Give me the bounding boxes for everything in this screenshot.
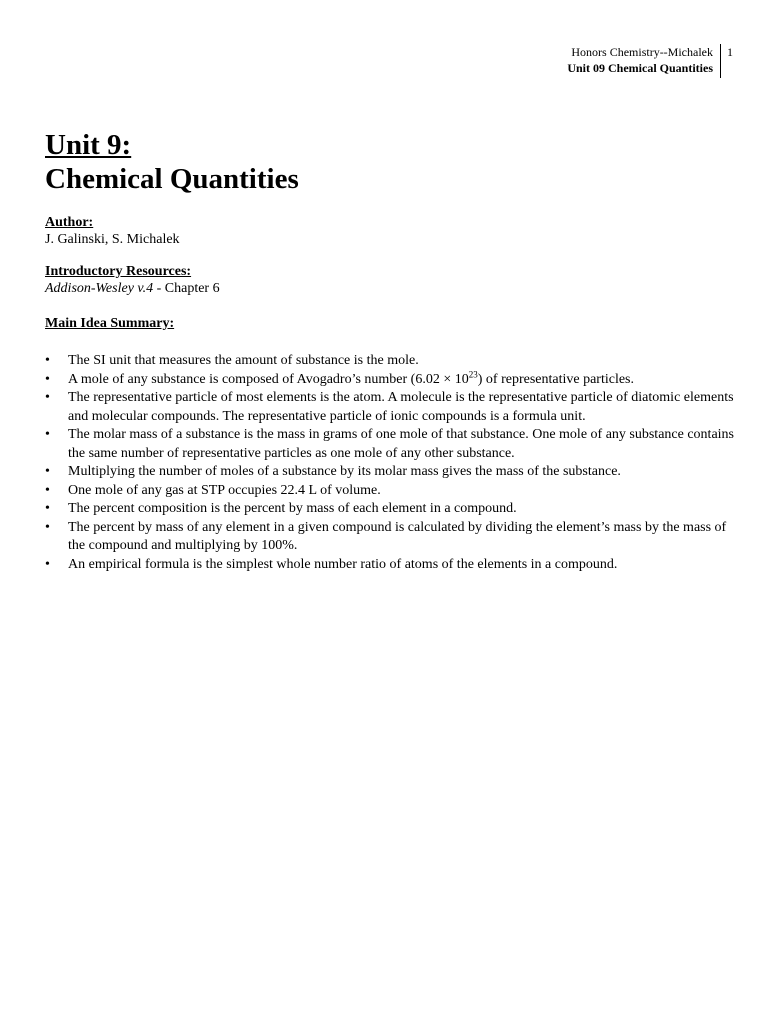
- resource-separator: -: [153, 281, 165, 296]
- bullet-icon: •: [45, 427, 50, 442]
- author-heading: Author:: [45, 215, 94, 230]
- avogadro-text-after: ) of representative particles.: [477, 371, 635, 387]
- list-item-text: One mole of any gas at STP occupies 22.4 L of volume.: [68, 482, 381, 498]
- list-item: [45, 368, 735, 390]
- list-item: [45, 500, 735, 519]
- list-item: [45, 389, 735, 426]
- running-header: [567, 44, 721, 78]
- page-number: 1: [727, 45, 733, 59]
- avogadro-text-before: A mole of any substance is composed of Avogadro’s number (6.02 × 10: [68, 371, 469, 387]
- list-item: [45, 519, 735, 556]
- author-names: J. Galinski, S. Michalek: [45, 232, 180, 247]
- list-item-text: The percent composition is the percent by mass of each element in a compound.: [68, 501, 517, 516]
- page-header: [567, 44, 733, 78]
- title-unit-name: Chemical Quantities: [45, 163, 299, 195]
- title-unit-number: Unit 9:: [45, 129, 132, 161]
- bullet-icon: •: [45, 482, 50, 498]
- bullet-icon: •: [45, 390, 50, 405]
- list-item: [45, 352, 735, 371]
- bullet-icon: •: [45, 371, 50, 387]
- bullet-icon: •: [45, 556, 50, 572]
- avogadro-exponent: 23: [468, 368, 478, 379]
- list-item-text: Multiplying the number of moles of a substance by its molar mass gives the mass of the substance.: [68, 464, 621, 479]
- list-item-text: The molar mass of a substance is the mass in grams of one mole of that substance. One mole of any substance contains the same number of representative particles as one mole of any other substance.: [68, 427, 734, 461]
- summary-heading: Main Idea Summary:: [45, 316, 175, 331]
- document-body: [45, 128, 735, 574]
- bullet-icon: •: [45, 519, 50, 535]
- list-item-text: [68, 368, 635, 387]
- list-item: [45, 556, 735, 575]
- bullet-icon: •: [45, 464, 50, 479]
- header-course: Honors Chemistry--Michalek: [571, 45, 713, 59]
- list-item-text: An empirical formula is the simplest whole number ratio of atoms of the elements in a compound.: [68, 556, 618, 572]
- resource-book: Addison-Wesley v.4: [45, 281, 154, 296]
- author-section: [45, 214, 735, 248]
- resource-chapter: Chapter 6: [164, 281, 220, 296]
- resources-heading: Introductory Resources:: [45, 264, 192, 279]
- bullet-icon: •: [45, 353, 50, 368]
- list-item-text: The SI unit that measures the amount of substance is the mole.: [68, 353, 419, 368]
- resources-section: [45, 263, 735, 297]
- header-unit: Unit 09 Chemical Quantities: [567, 61, 713, 75]
- page-title: [45, 128, 735, 196]
- summary-list: [45, 352, 735, 574]
- list-item-text: The representative particle of most elements is the atom. A molecule is the representative particle of diatomic elements and molecular compounds. The representative particle of ionic compounds is a formula unit.: [68, 390, 734, 424]
- list-item-text: The percent by mass of any element in a given compound is calculated by dividing the element’s mass by the mass of the compound and multiplying by 100%.: [68, 519, 727, 553]
- list-item: [45, 426, 735, 463]
- bullet-icon: •: [45, 501, 50, 516]
- list-item: [45, 463, 735, 482]
- list-item: [45, 482, 735, 501]
- resources-body: [45, 280, 735, 297]
